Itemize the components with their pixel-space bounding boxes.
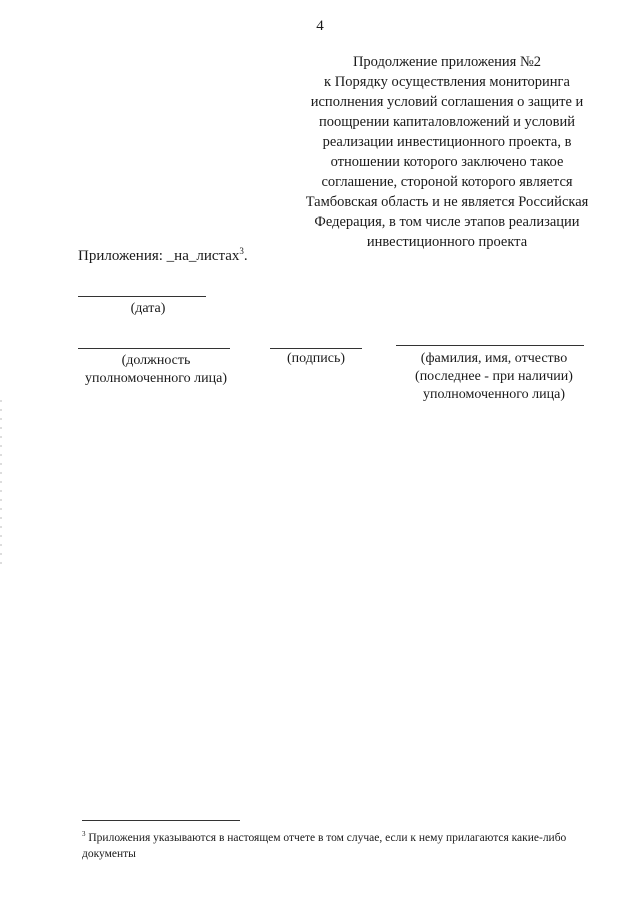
appendix-header-line: инвестиционного проекта — [366, 234, 528, 250]
appendix-header-line: отношении которого заключено такое — [330, 154, 564, 170]
footnote-reference: 3 — [239, 246, 244, 256]
attachments-text: Приложения: _на_листах — [78, 248, 240, 264]
appendix-header — [282, 52, 612, 252]
position-line — [78, 348, 230, 349]
appendix-header-line: поощрении капиталовложений и условий — [318, 114, 576, 130]
position-caption-line: (должность — [121, 353, 191, 368]
attachments-suffix: . — [243, 248, 248, 264]
footnote — [82, 826, 602, 862]
page-number: 4 — [316, 18, 324, 34]
attachments-line — [78, 246, 248, 265]
appendix-header-line: соглашение, стороной которого является — [321, 174, 573, 190]
name-line — [396, 345, 584, 346]
position-caption — [76, 352, 236, 388]
scan-artifact — [0, 400, 2, 570]
position-caption-line: уполномоченного лица) — [85, 371, 227, 386]
appendix-header-line: Тамбовская область и не является Российская — [305, 194, 589, 210]
name-caption-line: (фамилия, имя, отчество — [420, 351, 568, 366]
appendix-header-line: к Порядку осуществления мониторинга — [324, 74, 570, 90]
footnote-marker: 3 — [82, 830, 86, 838]
footnote-separator — [82, 820, 240, 821]
date-caption: (дата) — [130, 301, 166, 316]
appendix-header-line: исполнения условий соглашения о защите и — [310, 94, 584, 110]
signature-caption: (подпись) — [286, 351, 346, 366]
signature-line — [270, 348, 362, 349]
date-line — [78, 296, 206, 297]
appendix-header-line: Федерация, в том числе этапов реализации — [314, 214, 580, 230]
footnote-text: Приложения указываются в настоящем отчете в том случае, если к нему прилагаются какие-либо документы — [82, 831, 567, 860]
name-caption-line: (последнее - при наличии) — [415, 369, 573, 384]
name-caption-line: уполномоченного лица) — [423, 387, 565, 402]
appendix-header-line: реализации инвестиционного проекта, в — [322, 134, 572, 150]
name-caption — [392, 350, 596, 404]
appendix-header-line: Продолжение приложения №2 — [352, 54, 542, 70]
